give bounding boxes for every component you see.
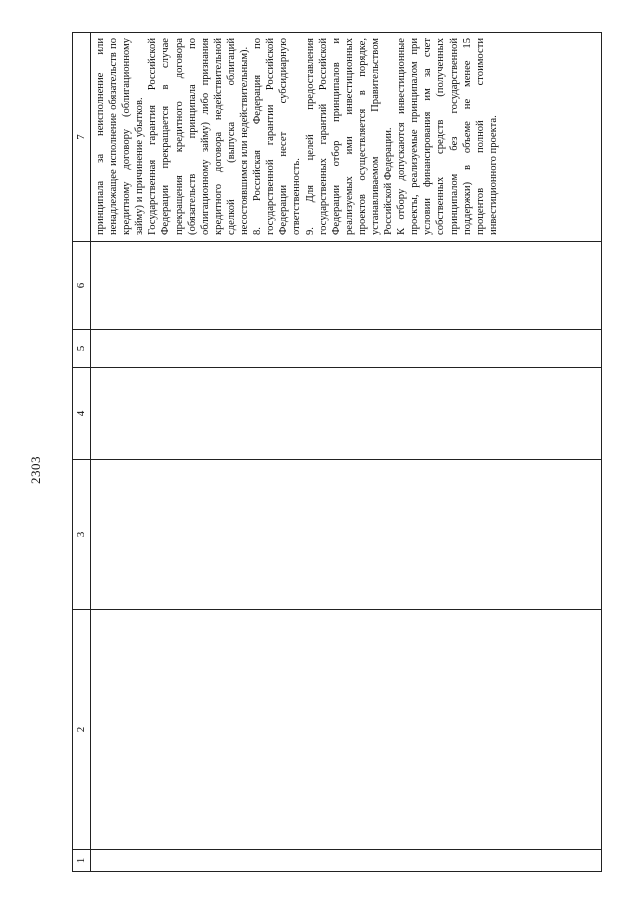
column-header-6: 6 [73, 241, 90, 329]
table-cell-col-1 [91, 849, 601, 871]
column-header-4: 4 [73, 367, 90, 459]
column-header-7: 7 [75, 134, 87, 140]
page-number: 2303 [28, 456, 43, 484]
paragraph-item-8: 8. Российская Федерация по государственной гарантии Российской Федерации несет субсидиарную ответственность. [252, 38, 303, 235]
column-header-2: 2 [73, 609, 90, 849]
paragraph-selection-criteria: К отбору допускаются инвестиционные проекты, реализуемые принципалом при условии финансирования им за счет собственных средств (полученных принципалом без государственной поддержки) в объеме не менее 15 процентов полной стоимости инвестиционного проекта. [396, 38, 499, 235]
column-header-3: 3 [73, 459, 90, 609]
table-cell-col-4 [91, 367, 601, 459]
paragraph-item-9: 9. Для целей предоставления государственных гарантий Российской Федерации отбор принципалов и реализуемых ими инвестиционных проектов осуществляется в порядке, устанавливаемом Правительством Российской Федерации. [304, 38, 395, 235]
column-header-5: 5 [73, 329, 90, 367]
paragraph-guarantee-termination: Государственная гарантия Российской Федерации прекращается в случае прекращения кредитного договора (обязательств принципала по облигационному займу) либо признания кредитного договора недействительной сделкой (выпуска облигаций несостоявшимся или недействительным). [147, 38, 251, 235]
paragraph-liability: принципала за неисполнение или ненадлежащее исполнение обязательств по кредитному договору (облигационному займу) и причинение убытков. [95, 38, 146, 235]
table-header-row [73, 33, 91, 871]
column-header-1: 1 [73, 849, 90, 871]
table-cell-col-7 [91, 33, 601, 241]
table-cell-col-6 [91, 241, 601, 329]
table-cell-col-5 [91, 329, 601, 367]
table-cell-col-2 [91, 609, 601, 849]
table-cell-col-3 [91, 459, 601, 609]
data-table [72, 32, 602, 872]
table-body-row [91, 33, 601, 871]
table-wrapper [72, 32, 602, 872]
